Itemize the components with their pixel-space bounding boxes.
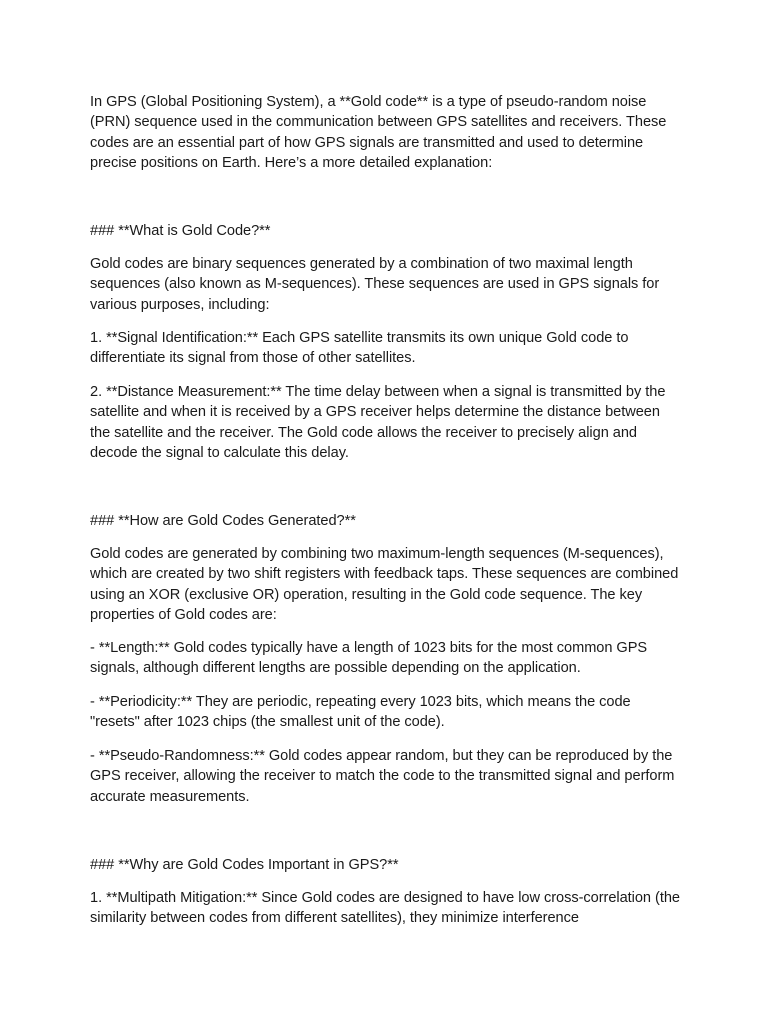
list-item-multipath-mitigation: 1. **Multipath Mitigation:** Since Gold codes are designed to have low cross-correlation (the similarity between codes from different satellites), they minimize interference [90, 890, 680, 927]
list-item-length: - **Length:** Gold codes typically have a length of 1023 bits for the most common GPS signals, although different lengths are possible depending on the application. [90, 640, 648, 677]
list-item-distance-measurement: 2. **Distance Measurement:** The time delay between when a signal is transmitted by the satellite and when it is received by a GPS receiver helps determine the distance between the satellite and the receiver. The Gold code allows the receiver to precisely align and decode the signal to calculate this delay. [90, 384, 666, 461]
intro-paragraph: In GPS (Global Positioning System), a **Gold code** is a type of pseudo-random noise (PRN) sequence used in the communication between GPS satellites and receivers. These codes are an essential part of how GPS signals are transmitted and used to determine precise positions on Earth. Here’s a more detailed explanation: [90, 94, 667, 171]
list-item-signal-identification: 1. **Signal Identification:** Each GPS satellite transmits its own unique Gold code to differentiate its signal from those of other satellites. [90, 330, 629, 367]
section-body-how-generated: Gold codes are generated by combining two maximum-length sequences (M-sequences), which are created by two shift registers with feedback taps. These sequences are combined using an XOR (exclusive OR) operation, resulting in the Gold code sequence. The key properties of Gold codes are: [90, 546, 679, 623]
section-heading-why-important: ### **Why are Gold Codes Important in GPS?** [90, 857, 399, 873]
list-item-pseudo-randomness: - **Pseudo-Randomness:** Gold codes appear random, but they can be reproduced by the GPS receiver, allowing the receiver to match the code to the transmitted signal and perform accurate measurements. [90, 748, 675, 805]
section-body-what-is-gold-code: Gold codes are binary sequences generated by a combination of two maximal length sequences (also known as M-sequences). These sequences are used in GPS signals for various purposes, including: [90, 256, 660, 313]
section-heading-how-generated: ### **How are Gold Codes Generated?** [90, 513, 356, 529]
section-heading-what-is-gold-code: ### **What is Gold Code?** [90, 223, 271, 239]
list-item-periodicity: - **Periodicity:** They are periodic, repeating every 1023 bits, which means the code "resets" after 1023 chips (the smallest unit of the code). [90, 694, 631, 731]
